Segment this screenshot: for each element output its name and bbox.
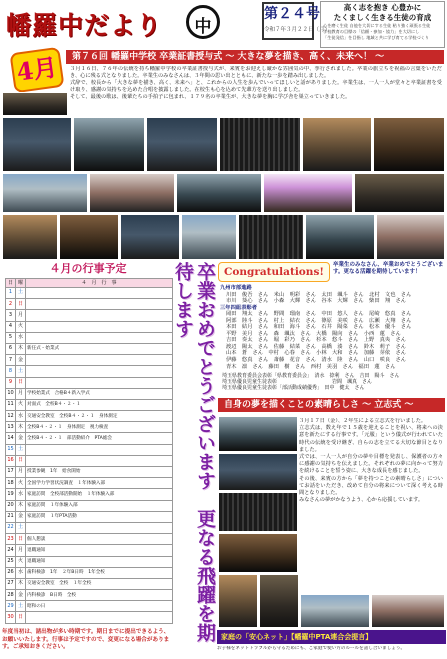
- ceremony-photo: [263, 173, 353, 213]
- calendar-weekday: 木: [16, 422, 26, 433]
- vertical-graduation-message: 卒業おめでとうございます 更なる飛躍を期待します: [172, 262, 216, 642]
- calendar-event: 対面式 全校B４・２・１: [26, 399, 173, 410]
- calendar-row: [6, 522, 173, 533]
- calendar-event: 退職通知: [26, 556, 173, 567]
- calendar-event: 内科検診 B日時 全校: [26, 590, 173, 601]
- issue-number: 第２４号: [264, 6, 320, 22]
- calendar-event: 退職通知: [26, 545, 173, 556]
- calendar-day: 18: [6, 478, 16, 489]
- calendar-event: 個人懇談: [26, 534, 173, 545]
- congratulations-message: 卒業生のみなさん、卒業おめでとうございます。更なる活躍を期待しています！: [333, 262, 444, 275]
- calendar-day: 15: [6, 444, 16, 455]
- calendar-event: 授業参観 1年 給食開始: [26, 467, 173, 478]
- calendar-row: [6, 590, 173, 601]
- calendar-day: 21: [6, 511, 16, 522]
- calendar-row: [6, 500, 173, 511]
- ceremony-photo: [2, 117, 72, 172]
- calendar-day: 1: [6, 288, 16, 299]
- article2-paragraph: みなさんの夢がかなうよう、心から応援しています。: [299, 497, 424, 504]
- calendar-day: 17: [6, 467, 16, 478]
- calendar-header-row: [6, 279, 173, 288]
- name-row: 平野 美月 さん 森 颯汰 さん 大橋 陽向 さん 小西 蓮 さん: [226, 330, 401, 337]
- calendar-day: 16: [6, 455, 16, 466]
- award-row: 埼玉県優良児童生徒表彰 岩間 颯真 さん: [222, 379, 373, 386]
- calendar-event: [26, 310, 173, 321]
- calendar-row: [6, 377, 173, 388]
- footer-text: お子様をネットトラブルから守るためにも、ご家庭で使い方のルールを話し合いましょう。: [217, 646, 406, 651]
- calendar-header-day: 日: [6, 279, 16, 288]
- calendar-row: [6, 343, 173, 354]
- crest-character: 中: [194, 17, 212, 37]
- calendar-event: 交通安全教室 全校 １年全校: [26, 578, 173, 589]
- calendar-weekday: 火: [16, 399, 26, 410]
- calendar-day: 30: [6, 612, 16, 623]
- calendar-event: 全校B４・２・１ 身体測定 視力検査: [26, 422, 173, 433]
- calendar-day: 7: [6, 355, 16, 366]
- calendar-weekday: 金: [16, 433, 26, 444]
- calendar-row: [6, 556, 173, 567]
- school-motto: [320, 1, 445, 48]
- calendar-event: 全校B４・２・１ 部活動紹介 PTA総会: [26, 433, 173, 444]
- month-badge-text: 4月: [14, 52, 60, 87]
- calendar-event: [26, 455, 173, 466]
- ceremony-photo: [219, 117, 301, 172]
- calendar-day: 9: [6, 377, 16, 388]
- ceremony-photo: [305, 214, 375, 260]
- calendar-event: [26, 332, 173, 343]
- article2-paragraph: 立志式は、数え年で１５歳を迎えることを祝い、将来への決意を新たにする行事です。「元服」という儀式が行われていた時代の伝統を受け継ぎ、自らの志を立てる大切な節目となりました。: [299, 425, 443, 453]
- calendar-header-events: ４ 月 行 事: [26, 279, 173, 288]
- calendar-event: 家庭訪問 １年PTA活動: [26, 511, 173, 522]
- calendar-day: 20: [6, 500, 16, 511]
- calendar-row: [6, 411, 173, 422]
- calendar-day: 28: [6, 590, 16, 601]
- calendar-row: [6, 455, 173, 466]
- calendar-event: [26, 444, 173, 455]
- calendar-weekday: 金: [16, 511, 26, 522]
- calendar-weekday: 金: [16, 355, 26, 366]
- ceremony-photo: [2, 92, 68, 116]
- calendar-weekday: 火: [16, 478, 26, 489]
- award-list: [220, 373, 446, 392]
- calendar-title: ４月の行事予定: [49, 262, 127, 275]
- calendar-event: 全国学力学習状況調査 １年体験入部: [26, 478, 173, 489]
- calendar-weekday: 水: [16, 567, 26, 578]
- calendar-day: 8: [6, 366, 16, 377]
- calendar-weekday: 木: [16, 343, 26, 354]
- ceremony-photo: [73, 117, 145, 172]
- calendar-day: 14: [6, 433, 16, 444]
- calendar-event: 家庭訪問 全校部活動開始 １年体験入部: [26, 489, 173, 500]
- calendar-weekday: 日: [16, 612, 26, 623]
- calendar-day: 29: [6, 601, 16, 612]
- ceremony-photo: [146, 117, 218, 172]
- name-row: 伊藤 悠真 さん 斎藤 花音 さん 清水 陸 さん 山口 咲良 さん: [226, 357, 407, 364]
- calendar-row: [6, 467, 173, 478]
- award-row: 埼玉県優良児童生徒表彰「部活動成績優秀」 田中 健太 さん: [222, 385, 365, 392]
- calendar-weekday: 土: [16, 366, 26, 377]
- calendar-day: 12: [6, 411, 16, 422]
- motto-line: 心を磨く生徒 自他を大切にする生徒 粘り強く頑張る生徒: [323, 23, 431, 28]
- ceremony-photo: [354, 173, 445, 213]
- article2-photo: [218, 453, 298, 491]
- ceremony-photo: [2, 173, 88, 213]
- calendar-weekday: 日: [16, 534, 26, 545]
- calendar-day: 26: [6, 567, 16, 578]
- name-row: 本田 結月 さん 和田 海斗 さん 石井 陽菜 さん 松本 優斗 さん: [226, 324, 412, 331]
- calendar-weekday: 土: [16, 522, 26, 533]
- calendar-day: 13: [6, 422, 16, 433]
- name-row: 川田 俊吾 さん 米山 明彩 さん 太田 颯斗 さん 北村 文也 さん: [226, 291, 412, 298]
- month-badge: [9, 47, 64, 94]
- calendar-weekday: 月: [16, 310, 26, 321]
- calendar-weekday: 日: [16, 455, 26, 466]
- calendar-day: 24: [6, 545, 16, 556]
- calendar-header-weekday: 曜: [16, 279, 26, 288]
- calendar-day: 6: [6, 343, 16, 354]
- name-row: 市川 葵心 さん 小森 大輝 さん 谷本 大輝 さん 柴田 翔 さん: [226, 298, 407, 305]
- calendar-day: 5: [6, 332, 16, 343]
- name-row: 渡辺 陽太 さん 佐藤 結菜 さん 高橋 湊 さん 鈴木 莉子 さん: [226, 343, 407, 350]
- calendar-day: 27: [6, 578, 16, 589]
- calendar-weekday: 金: [16, 590, 26, 601]
- ceremony2-article: [299, 418, 443, 592]
- calendar-event: [26, 299, 173, 310]
- calendar-row: [6, 355, 173, 366]
- calendar-row: [6, 321, 173, 332]
- calendar-weekday: 日: [16, 299, 26, 310]
- ceremony-photo: [373, 117, 445, 172]
- calendar-event: [26, 522, 173, 533]
- masthead: [0, 0, 447, 50]
- calendar-row: [6, 310, 173, 321]
- name-row: 青木 凛 さん 藤田 樹 さん 西村 美羽 さん 福田 蓮 さん: [226, 363, 396, 370]
- calendar-weekday: 月: [16, 388, 26, 399]
- calendar-event: 学校始業式 合格B４新入学式: [26, 388, 173, 399]
- calendar-day: 11: [6, 399, 16, 410]
- article2-photo: [300, 594, 370, 628]
- calendar-day: 2: [6, 299, 16, 310]
- footer-heading: 家庭の「安心ネット」【幡羅中PTA連合会提言】: [217, 630, 446, 644]
- ceremony2-heading: 自身の夢を描くことの素晴らしさ ～ 立志式 ～: [218, 398, 445, 412]
- article2-photo: [218, 416, 298, 452]
- class-heading: 三年四組表彰者: [220, 304, 258, 311]
- ceremony-paragraph: ３月１６日、７６年の伝統を持ち幡羅中学校の卒業証書授与式が、来賓をお迎えし厳かな雰囲気の中、挙行されました。卒業の旅立ちを祝福の言葉をいただき、心に残る式となりました。卒業生のみなさんは、３年間の思い出とともに、新たな一歩を踏み出しました。: [70, 66, 442, 80]
- calendar-event: 昭和の日: [26, 601, 173, 612]
- calendar-event: 歯科検診 1年 ２年B日時 1年全校: [26, 567, 173, 578]
- calendar-row: [6, 545, 173, 556]
- calendar-table: [5, 278, 173, 624]
- graduate-list: [220, 285, 446, 370]
- school-crest-icon: [186, 5, 220, 39]
- calendar-event: [26, 612, 173, 623]
- calendar-event: [26, 377, 173, 388]
- article2-paragraph: 式では、一人一人が自分の夢や目標を発表し、保護者の方々に感謝の気持ちを伝えました。それぞれの夢に向かって努力を続けることを誓う姿に、大きな成長を感じました。: [299, 454, 443, 475]
- motto-sub: たくましく生きる生徒の育成: [333, 13, 432, 22]
- calendar-event: [26, 321, 173, 332]
- calendar-row: [6, 567, 173, 578]
- calendar-day: 4: [6, 321, 16, 332]
- article2-photo: [259, 574, 299, 628]
- calendar-row: [6, 534, 173, 545]
- calendar-row: [6, 601, 173, 612]
- calendar-event: 新任式・始業式: [26, 343, 173, 354]
- calendar-row: [6, 299, 173, 310]
- calendar-weekday: 木: [16, 500, 26, 511]
- congratulations-banner: Congratulations!: [218, 262, 330, 282]
- article2-photo: [218, 492, 298, 532]
- ceremony-article: [70, 66, 442, 116]
- motto-line: 学校教育の目標の「信頼・参加・協力」を大切にし: [323, 29, 420, 34]
- ceremony-photo: [2, 214, 58, 260]
- ceremony-photo: [120, 214, 180, 260]
- article2-photo: [218, 533, 298, 573]
- class-heading: 九州市部進路: [220, 285, 252, 291]
- article2-photo: [218, 574, 258, 628]
- calendar-weekday: 火: [16, 556, 26, 567]
- motto-line: 「生徒発信」を目指し 地域と共に学び育てる学校づくり: [323, 35, 430, 40]
- calendar-weekday: 日: [16, 377, 26, 388]
- award-row: 埼玉県教育委員会表彰「県教育委員会」 清水 捺利 さん 吉田 陽斗 さん: [222, 373, 400, 379]
- calendar-event: [26, 288, 173, 299]
- motto-main: 高く志を抱き 心豊かに: [343, 3, 422, 12]
- ceremony-photo: [302, 117, 372, 172]
- article2-photo: [371, 594, 445, 628]
- calendar-weekday: 月: [16, 467, 26, 478]
- ceremony-photo: [89, 173, 175, 213]
- ceremony-paragraph: 式辞で、校長から「大きな夢を描き、高く、未来へ」と、これからの人生を歩んでいってほしいと話がありました。卒業生は、一人一人が堂々と卒業証書を受け取り、感謝の気持ちを込めた合唱を披露しました。在校生も心を込めて先輩方を送り出しました。: [70, 80, 442, 94]
- calendar-event: 交通安全教室 全校B４・２・１ 身体測定: [26, 411, 173, 422]
- calendar-weekday: 月: [16, 545, 26, 556]
- calendar-weekday: 土: [16, 601, 26, 612]
- calendar-day: 3: [6, 310, 16, 321]
- calendar-event: [26, 355, 173, 366]
- name-row: 阿部 陸斗 さん 村上 結衣 さん 篠原 美咲 さん 広瀬 大翔 さん: [226, 317, 412, 324]
- name-row: 吉田 奏太 さん 堀 彩乃 さん 杉本 悠斗 さん 上野 真央 さん: [226, 337, 407, 344]
- ceremony-heading: 第７６回 幡羅中学校 卒業証書授与式 ～ 大きな夢を描き、高く、未来へ！ ～: [66, 50, 444, 64]
- name-row: 山本 蒼 さん 中村 心春 さん 小林 大和 さん 加藤 芽依 さん: [226, 350, 407, 357]
- calendar-weekday: 水: [16, 332, 26, 343]
- article2-paragraph: ３月１７日（金）、２年生による立志式を行いました。: [299, 418, 427, 424]
- calendar-day: 22: [6, 522, 16, 533]
- article2-paragraph: その後、来賓の方から「夢を持つことの素晴らしさ」についてお話をいただき、改めて自分の将来について深く考える時間となりました。: [299, 475, 443, 497]
- calendar-weekday: 水: [16, 489, 26, 500]
- ceremony-photo: [181, 214, 237, 260]
- calendar-row: [6, 612, 173, 623]
- calendar-row: [6, 388, 173, 399]
- calendar-weekday: 火: [16, 321, 26, 332]
- calendar-row: [6, 433, 173, 444]
- ceremony-photo: [59, 214, 119, 260]
- calendar-row: [6, 422, 173, 433]
- calendar-row: [6, 366, 173, 377]
- calendar-row: [6, 511, 173, 522]
- name-row: 岡田 翔太 さん 野間 瑠南 さん 中田 悠人 さん 尾崎 悠真 さん: [226, 311, 412, 318]
- calendar-day: 19: [6, 489, 16, 500]
- calendar-day: 10: [6, 388, 16, 399]
- ceremony-photo: [376, 214, 445, 260]
- calendar-weekday: 木: [16, 578, 26, 589]
- calendar-row: [6, 489, 173, 500]
- ceremony-photo: [176, 173, 262, 213]
- calendar-day: 25: [6, 556, 16, 567]
- calendar-day: 23: [6, 534, 16, 545]
- calendar-row: [6, 332, 173, 343]
- ceremony-photo: [238, 214, 304, 260]
- calendar-row: [6, 444, 173, 455]
- issue-date: 令和７年３月２２日（月）: [264, 27, 331, 33]
- issue-box: [262, 2, 331, 40]
- calendar-event: [26, 366, 173, 377]
- calendar-note: 年度当初は、諸出物が多い時期です。期日までに提出できるよう、お願いいたします。行事は予定ですので、変更になる場合があります。ご承知おきください。: [2, 629, 170, 650]
- april-calendar: [3, 262, 173, 632]
- calendar-row: [6, 288, 173, 299]
- calendar-weekday: 土: [16, 288, 26, 299]
- calendar-event: 家庭訪問 １年体験入部: [26, 500, 173, 511]
- calendar-row: [6, 399, 173, 410]
- calendar-row: [6, 478, 173, 489]
- calendar-row: [6, 578, 173, 589]
- ceremony-paragraph: そして、最後の歌は、後輩たちの手拍子に包まれ、１７９名の卒業生が、大きな夢を胸に学び舎を巣立っていきました。: [70, 94, 351, 101]
- calendar-weekday: 土: [16, 444, 26, 455]
- newsletter-title: 幡羅中だより: [6, 11, 163, 40]
- calendar-weekday: 水: [16, 411, 26, 422]
